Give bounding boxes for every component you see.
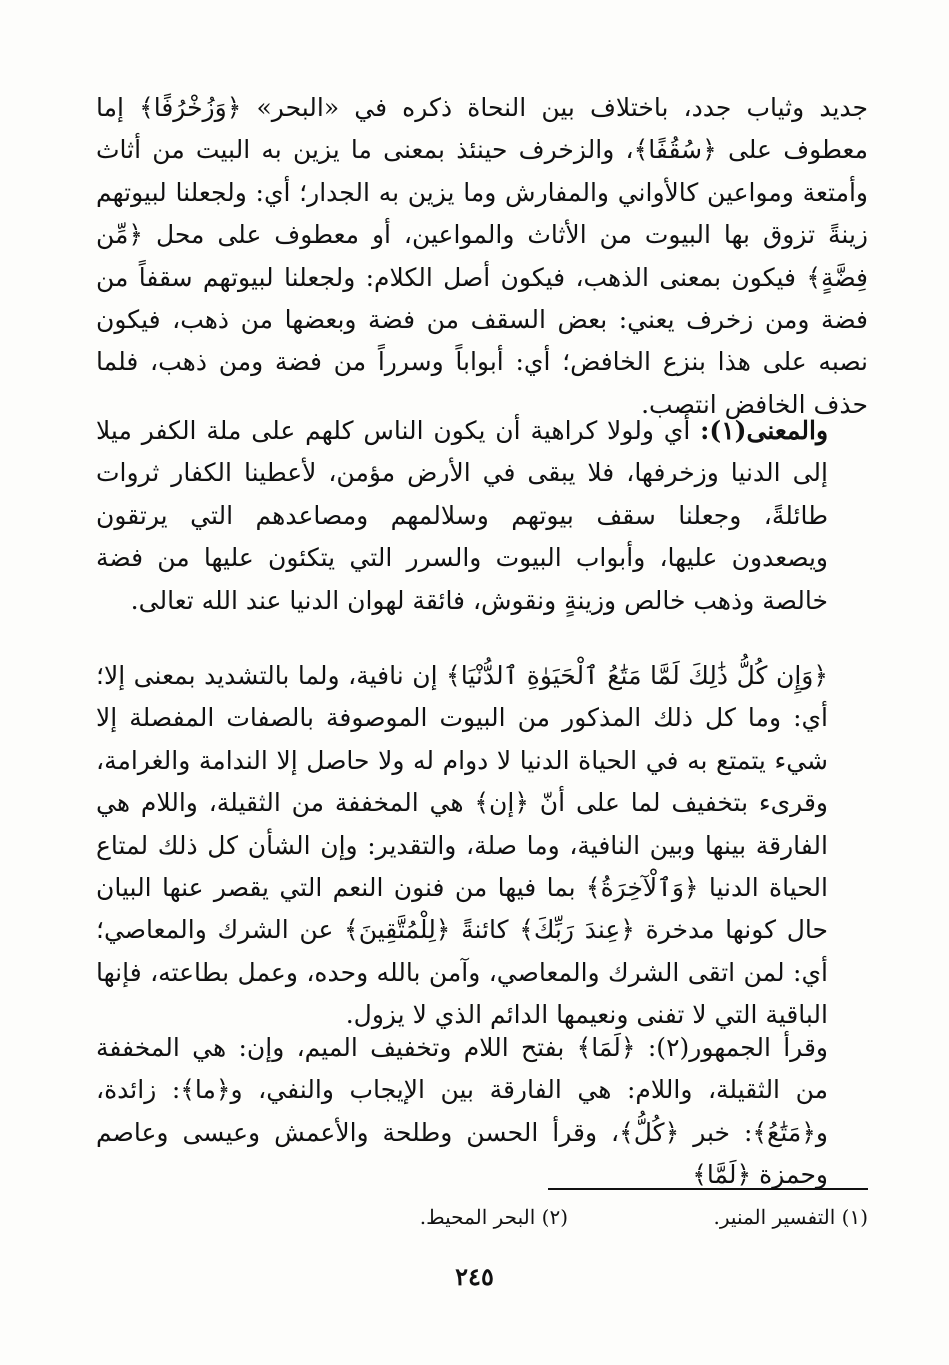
paragraph-4 [96, 1027, 868, 1197]
footnote-divider [548, 1188, 868, 1190]
paragraph-1-text: جديد وثياب جدد، باختلاف بين النحاة ذكره في «البحر» ﴿وَزُخْرُفًا﴾ إما معطوف على ﴿سُقُفًا﴾، والزخرف حينئذ بمعنى ما يزين به البيت من أثاث وأمتعة ومواعين كالأواني والمفارش وما يزين به الجدار؛ أي: ولجعلنا لبيوتهم زينةً تزوق بها البيوت من الأثاث والمواعين، أو معطوف على محل ﴿مِّن فِضَّةٍ﴾ فيكون بمعنى الذهب، فيكون أصل الكلام: ولجعلنا لبيوتهم سقفاً من فضة ومن زخرف يعني: بعض السقف من فضة وبعضها من ذهب، فيكون نصبه على هذا بنزع الخافض؛ أي: أبواباً وسرراً من فضة ومن ذهب، فلما حذف الخافض انتصب. [96, 93, 868, 419]
paragraph-3 [96, 655, 868, 1037]
meaning-label: والمعنى(١): [700, 416, 829, 445]
paragraph-4-text: وقرأ الجمهور(٢): ﴿لَمَا﴾ بفتح اللام وتخفيف الميم، وإن: هي المخففة من الثقيلة، واللام: هي الفارقة بين الإيجاب والنفي، و﴿ما﴾: زائدة، و﴿مَتَٰعُ﴾: خبر ﴿كُلُّ﴾، وقرأ الحسن وطلحة والأعمش وعيسى وعاصم وحمزة ﴿لَمَّا﴾ [96, 1033, 828, 1190]
footnote-2: (٢) البحر المحيط. [419, 1205, 568, 1229]
footnote-1: (١) التفسير المنير. [713, 1205, 868, 1229]
paragraph-2 [96, 410, 868, 622]
page-number: ٢٤٥ [455, 1262, 494, 1291]
paragraph-1 [96, 87, 868, 426]
paragraph-3-text: ﴿وَإِن كُلُّ ذَٰلِكَ لَمَّا مَتَٰعُ ٱلْحَيَوٰةِ ٱلدُّنْيَا﴾ إن نافية، ولما بالتشديد بمعنى إلا؛ أي: وما كل ذلك المذكور من البيوت الموصوفة بالصفات المفصلة إلا شيء يتمتع به في الحياة الدنيا لا دوام له ولا حاصل إلا الندامة والغرامة، وقرىء بتخفيف لما على أنّ ﴿إن﴾ هي المخففة من الثقيلة، واللام هي الفارقة بينها وبين النافية، وما صلة، والتقدير: وإن الشأن كل ذلك لمتاع الحياة الدنيا ﴿وَٱلْآخِرَةُ﴾ بما فيها من فنون النعم التي يقصر عنها البيان حال كونها مدخرة ﴿عِندَ رَبِّكَ﴾ كائنةً ﴿لِلْمُتَّقِينَ﴾ عن الشرك والمعاصي؛ أي: لمن اتقى الشرك والمعاصي، وآمن بالله وحده، وعمل بطاعته، فإنها الباقية التي لا تفنى ونعيمها الدائم الذي لا يزول. [96, 661, 829, 1030]
paragraph-2-text: أي ولولا كراهية أن يكون الناس كلهم على ملة الكفر ميلا إلى الدنيا وزخرفها، فلا يبقى في الأرض مؤمن، لأعطينا الكفار ثروات طائلةً، وجعلنا سقف بيوتهم وسلالمهم ومصاعدهم التي يرتقون ويصعدون عليها، وأبواب البيوت والسرر التي يتكئون عليها من فضة خالصة وذهب خالص وزينةٍ ونقوش، فائقة لهوان الدنيا عند الله تعالى. [96, 416, 828, 615]
